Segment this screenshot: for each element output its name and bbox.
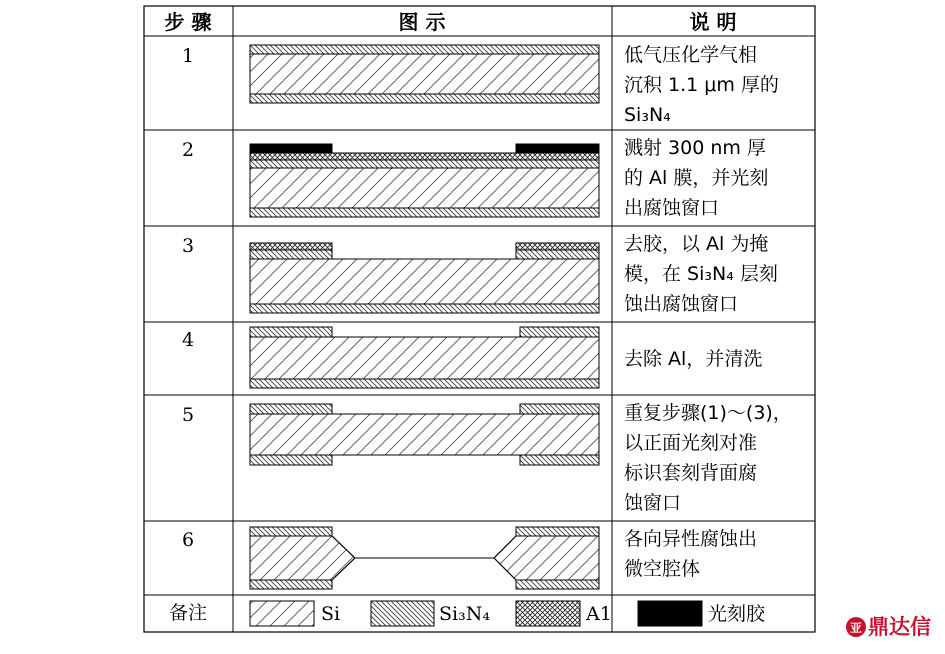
- si3n4-right: [516, 250, 599, 259]
- layer-si-substrate: [250, 168, 599, 208]
- legend-item-photoresist: 光刻胶: [708, 603, 766, 625]
- legend-label: 备注: [168, 602, 208, 624]
- si3n4-bottom-right: [520, 455, 599, 465]
- layer-si3n4-top: [250, 45, 599, 54]
- si3n4-right: [520, 327, 599, 337]
- layer-si-substrate: [250, 54, 599, 94]
- si3n4-left: [250, 250, 332, 259]
- si3n4-bottom-right: [516, 580, 599, 589]
- legend-swatch-photoresist: [638, 601, 702, 626]
- layer-si-substrate: [250, 259, 599, 304]
- step-number-5: 5: [181, 404, 195, 426]
- description-line: 去胶，以 Al 为掩: [624, 233, 769, 255]
- description-line: 溅射 300 nm 厚: [624, 137, 766, 159]
- step-description-1: [624, 40, 779, 130]
- legend-swatch-si: [250, 601, 314, 626]
- description-line: 低气压化学气相: [624, 44, 758, 66]
- layer-si3n4-bottom: [250, 208, 599, 217]
- si3n4-top-left: [250, 527, 332, 536]
- legend-item-si: Si: [321, 603, 341, 625]
- diagram-step-5: [250, 404, 599, 465]
- photoresist-left: [250, 144, 332, 153]
- diagram-step-4: [250, 327, 599, 388]
- si3n4-top-right: [520, 404, 599, 414]
- layer-al: [250, 153, 599, 160]
- photoresist-right: [516, 144, 599, 153]
- description-line: 沉积 1.1 μm 厚的: [624, 74, 779, 96]
- description-line: 蚀窗口: [624, 492, 682, 514]
- step-description-6: [624, 524, 757, 584]
- layer-si3n4-bottom: [250, 304, 599, 313]
- step-description-2: [624, 133, 768, 223]
- diagram-step-2: [250, 144, 599, 217]
- watermark-text: 鼎达信: [868, 615, 931, 639]
- diagram-step-3: [250, 243, 599, 313]
- legend-swatch-si3n4: [371, 601, 434, 626]
- si3n4-top-left: [250, 404, 332, 414]
- step-number-4: 4: [181, 329, 195, 351]
- legend-item-al: A1: [586, 603, 612, 625]
- diagram-step-6: [250, 527, 599, 589]
- layer-si-substrate: [250, 337, 599, 379]
- step-number-1: 1: [181, 45, 195, 67]
- cavity-outline: [332, 536, 516, 580]
- si3n4-left: [250, 327, 332, 337]
- step-description-4: [624, 344, 762, 374]
- step-number-2: 2: [181, 139, 195, 161]
- description-line: 蚀出腐蚀窗口: [624, 293, 739, 315]
- description-line: 出腐蚀窗口: [624, 197, 720, 219]
- description-line: 重复步骤(1)～(3)，: [624, 402, 792, 424]
- legend-item-si3n4: Si₃N₄: [439, 603, 490, 625]
- description-line: 以正面光刻对准: [624, 432, 758, 454]
- step-number-3: 3: [181, 235, 195, 257]
- si3n4-bottom-left: [250, 455, 332, 465]
- si3n4-top-right: [516, 527, 599, 536]
- step-description-5: [624, 398, 792, 518]
- description-line: 标识套刻背面腐: [624, 462, 758, 484]
- description-line: 的 Al 膜，并光刻: [624, 167, 769, 189]
- watermark: [846, 615, 931, 639]
- step-number-6: 6: [181, 529, 195, 551]
- al-right: [516, 243, 599, 250]
- description-line: 各向异性腐蚀出: [624, 528, 758, 550]
- svg-text:亚: 亚: [849, 621, 863, 635]
- legend-swatch-al: [516, 601, 580, 626]
- header-description: 说 明: [689, 10, 737, 34]
- header-step: 步 骤: [164, 10, 212, 34]
- description-line: 微空腔体: [624, 558, 701, 580]
- description-line: Si₃N₄: [624, 104, 671, 126]
- layer-si-substrate: [250, 414, 599, 455]
- layer-si3n4-bottom: [250, 379, 599, 388]
- description-line: 模，在 Si₃N₄ 层刻: [624, 263, 778, 285]
- diagram-step-1: [250, 45, 599, 103]
- layer-si3n4-top: [250, 160, 599, 168]
- header-figure: 图 示: [398, 10, 446, 34]
- step-description-3: [624, 229, 778, 319]
- description-line: 去除 Al，并清洗: [624, 348, 763, 370]
- al-left: [250, 243, 332, 250]
- layer-si3n4-bottom: [250, 94, 599, 103]
- si3n4-bottom-left: [250, 580, 332, 589]
